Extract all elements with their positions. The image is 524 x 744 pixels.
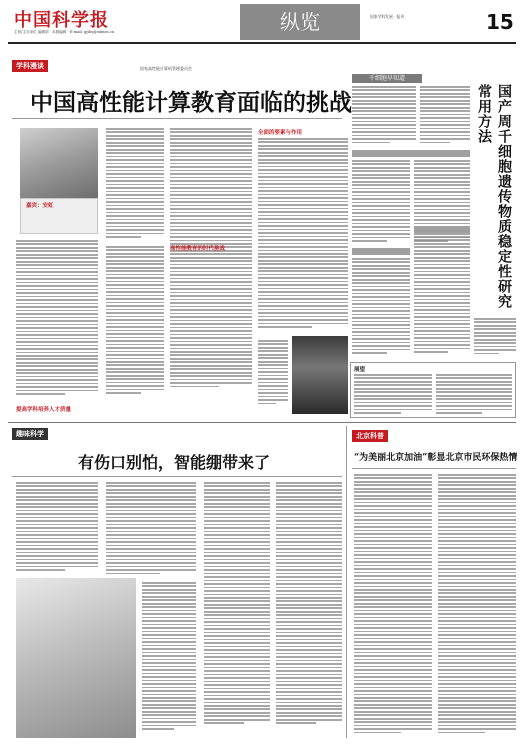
fun-col-1 <box>16 482 98 574</box>
right-col-b <box>414 160 470 246</box>
lead-col-4 <box>258 138 348 336</box>
sidebar-col-2 <box>420 86 470 148</box>
lead-col-1 <box>106 128 164 240</box>
lead-byline: 国家高性能计算机管理委员会 <box>140 66 192 71</box>
outlook-header: 展望 <box>354 367 366 373</box>
right-col-d <box>414 236 470 358</box>
sidebar-col-1 <box>352 86 416 148</box>
right-col-a <box>352 160 410 246</box>
beijing-news-tag: 北京科普 <box>352 430 388 442</box>
fun-col-5 <box>276 482 342 736</box>
lead-title: 中国高性能计算教育面临的挑战 <box>30 90 352 116</box>
subsection-bar-1 <box>352 150 470 157</box>
subsection-bar-2 <box>414 226 470 233</box>
mid-page-rule <box>8 422 516 423</box>
fun-col-3 <box>142 582 196 736</box>
beijing-col-2 <box>438 474 516 738</box>
fun-science-rule <box>12 476 342 477</box>
author-label: 嘉宾：安虹 <box>26 203 54 209</box>
lead-title-rule <box>12 118 342 119</box>
issue-line: 国家学科发展 · 报刊 <box>370 14 404 19</box>
vertical-feature-title: 国产周千细胞遗传物质稳定性研究常用方法 <box>476 84 512 309</box>
page-number: 15 <box>486 10 514 34</box>
lead-photo-computer <box>292 336 348 414</box>
outlook-col-1 <box>354 374 432 416</box>
author-portrait <box>20 128 98 198</box>
bottom-vertical-rule <box>346 426 347 738</box>
sidebar-header: 千细胞早知道 <box>352 74 422 83</box>
beijing-news-title: “为美丽北京加油”彰显北京市民环保热情 <box>354 453 518 463</box>
lead-col-left-lower <box>16 240 98 398</box>
subsection-bar-3 <box>352 248 410 255</box>
bandage-photo <box>16 578 136 738</box>
lead-subhead-3: 全面的要素与作用 <box>258 130 303 136</box>
outlook-col-2 <box>436 374 512 416</box>
lead-subhead-1: 提高学科培养人才质量 <box>16 407 72 413</box>
fun-science-tag: 趣味科学 <box>12 428 48 440</box>
lead-col-5 <box>258 340 288 410</box>
masthead-rule <box>8 42 516 44</box>
masthead-meta: 主管/主办单位 编辑部 · 本版编辑 · E-mail: gjtbs@stimes.cn <box>14 30 114 34</box>
right-col-e <box>474 318 516 358</box>
beijing-news-rule <box>352 468 516 469</box>
right-col-c <box>352 258 410 358</box>
section-title: 纵览 <box>240 4 360 40</box>
beijing-col-1 <box>354 474 432 738</box>
fun-col-2 <box>106 482 196 578</box>
lead-col-3 <box>170 128 252 398</box>
fun-col-4 <box>204 482 270 736</box>
lead-subhead-2: 高性能教育的时代挑战 <box>170 246 226 252</box>
lead-tag: 学科漫谈 <box>12 60 48 72</box>
fun-science-title: 有伤口别怕，智能绷带来了 <box>78 453 271 472</box>
newspaper-logo: 中国科学报 <box>14 10 109 31</box>
lead-col-2 <box>106 246 164 398</box>
